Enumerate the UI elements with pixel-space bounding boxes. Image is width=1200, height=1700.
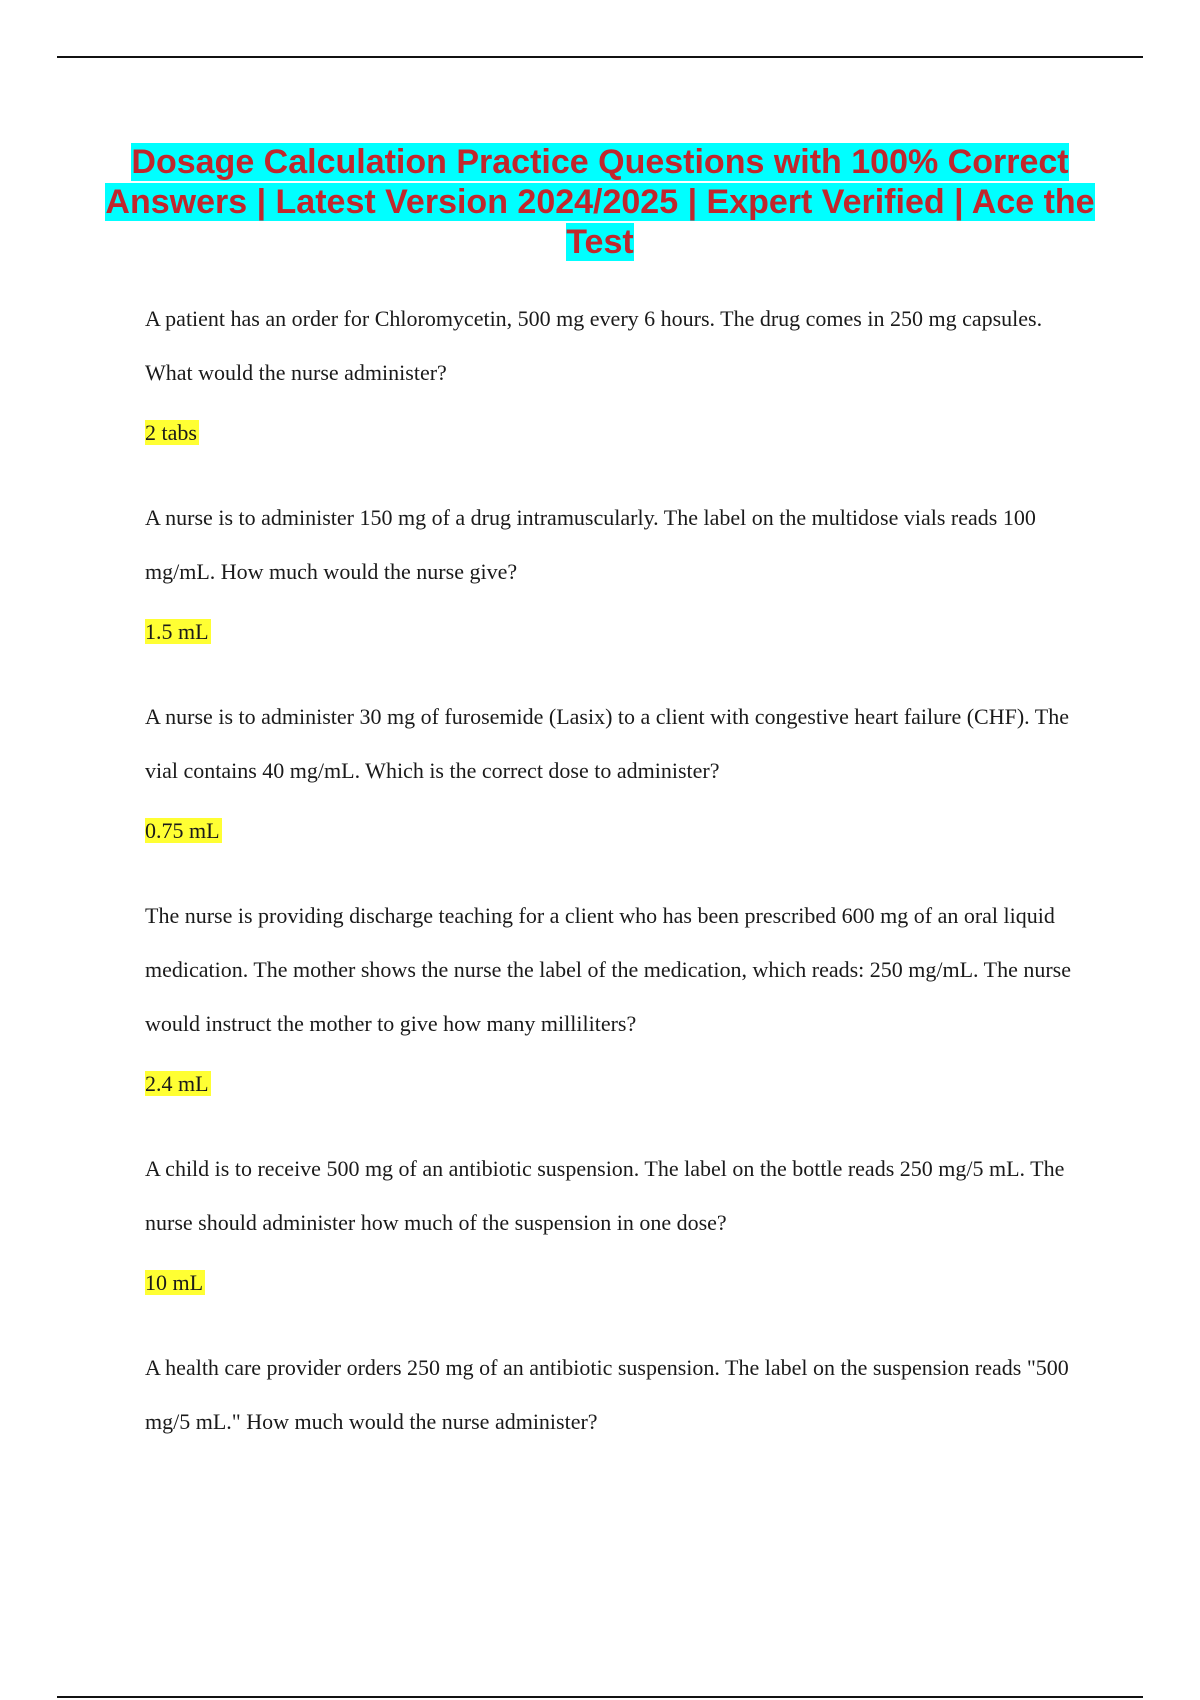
page-title-text: Dosage Calculation Practice Questions with 100% Correct Answers | Latest Version 2024/2025 | Expert Verified | Ace the Test	[105, 143, 1095, 261]
question-text: A patient has an order for Chloromycetin, 500 mg every 6 hours. The drug comes in 250 mg capsules. What would the nurse administer?	[145, 306, 1043, 385]
question-text: A nurse is to administer 150 mg of a drug intramuscularly. The label on the multidose vials reads 100 mg/mL. How much would the nurse give?	[145, 505, 1036, 584]
question-text: The nurse is providing discharge teaching for a client who has been prescribed 600 mg of an oral liquid medication. The mother shows the nurse the label of the medication, which reads: 250 mg/mL. The nurse would instruct the mother to give how many milliliters?	[145, 903, 1072, 1036]
page-title	[100, 142, 1100, 262]
answer-text	[145, 1069, 1080, 1099]
answer-highlight: 0.75 mL	[145, 818, 220, 843]
qa-list	[145, 292, 1080, 1467]
question-text: A child is to receive 500 mg of an antibiotic suspension. The label on the bottle reads 250 mg/5 mL. The nurse should administer how much of the suspension in one dose?	[145, 1156, 1065, 1235]
qa-item	[145, 690, 1080, 846]
qa-item	[145, 1142, 1080, 1298]
qa-item	[145, 1341, 1080, 1449]
answer-text	[145, 1268, 1080, 1298]
answer-highlight: 10 mL	[145, 1270, 204, 1295]
answer-highlight: 2.4 mL	[145, 1071, 209, 1096]
qa-item	[145, 491, 1080, 647]
answer-text	[145, 418, 1080, 448]
qa-item	[145, 889, 1080, 1099]
answer-highlight: 2 tabs	[145, 420, 197, 445]
top-rule	[57, 56, 1143, 58]
qa-item	[145, 292, 1080, 448]
answer-text	[145, 617, 1080, 647]
answer-text	[145, 816, 1080, 846]
question-text: A nurse is to administer 30 mg of furosemide (Lasix) to a client with congestive heart failure (CHF). The vial contains 40 mg/mL. Which is the correct dose to administer?	[145, 704, 1069, 783]
question-text: A health care provider orders 250 mg of an antibiotic suspension. The label on the suspension reads "500 mg/5 mL." How much would the nurse administer?	[145, 1355, 1069, 1434]
answer-highlight: 1.5 mL	[145, 619, 209, 644]
bottom-rule	[57, 1696, 1143, 1698]
